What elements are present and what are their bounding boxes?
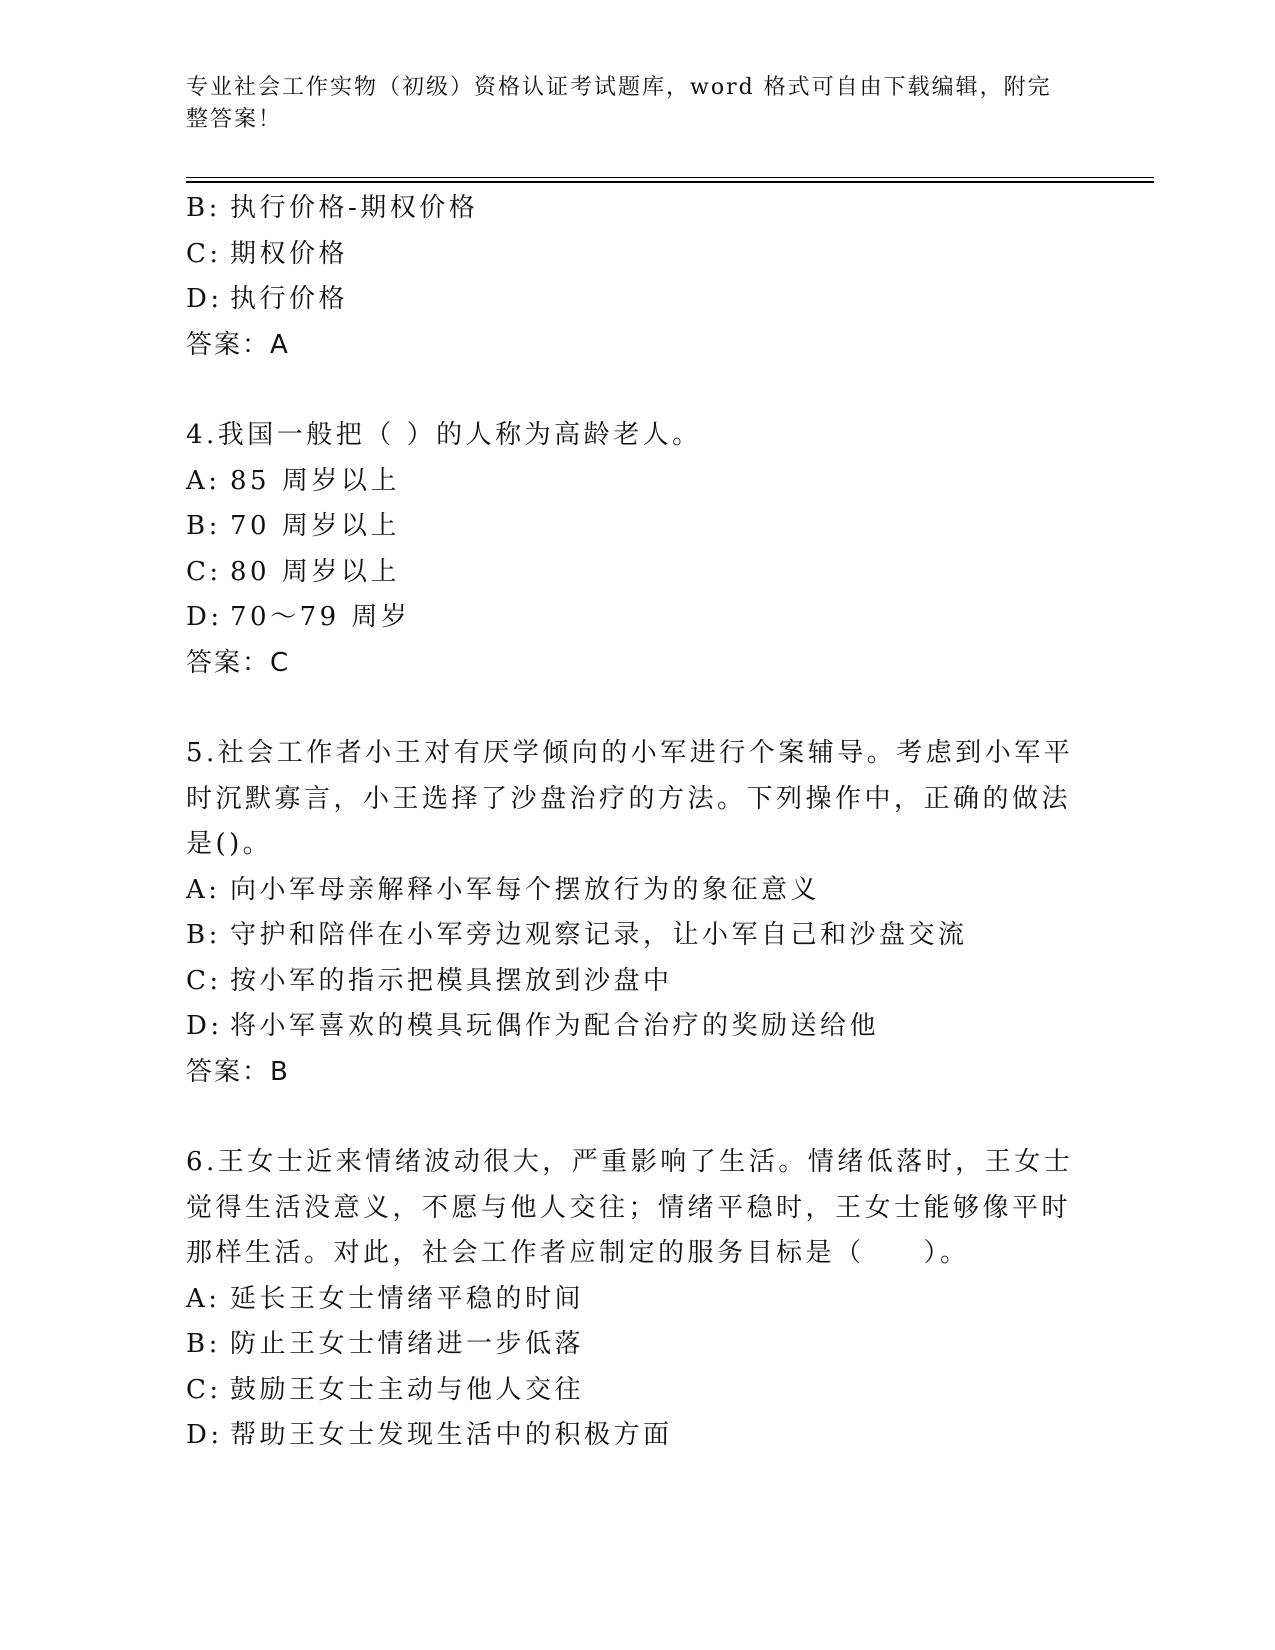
- option-d: [186, 1413, 1086, 1459]
- option-c: [186, 550, 1086, 596]
- question-stem: 4.我国一般把（ ）的人称为高龄老人。: [186, 420, 702, 450]
- option-prefix: B:: [186, 920, 221, 950]
- option-prefix: D:: [186, 1420, 223, 1450]
- option-text: 85 周岁以上: [230, 465, 400, 496]
- option-text: 帮助王女士发现生活中的积极方面: [230, 1420, 673, 1450]
- header-rule-thin: [186, 177, 1154, 178]
- spacer: [186, 1095, 1086, 1140]
- option-prefix: D:: [186, 602, 223, 632]
- option-text: 执行价格-期权价格: [230, 193, 479, 223]
- question-stem-line-1: 5.社会工作者小王对有厌学倾向的小军进行个案辅导。考虑到小军平: [186, 738, 1074, 768]
- answer-line: 答案：B: [186, 1056, 290, 1087]
- option-text: 延长王女士情绪平稳的时间: [230, 1283, 585, 1314]
- option-prefix: A:: [186, 874, 221, 905]
- option-prefix: D:: [186, 284, 223, 314]
- header-line-2: 整答案！: [186, 107, 283, 132]
- page-header: [186, 72, 1066, 136]
- question-3-carryover: [186, 186, 1086, 368]
- option-text: 执行价格: [230, 284, 349, 314]
- option-b: [186, 913, 1086, 959]
- option-prefix: B:: [186, 1329, 221, 1359]
- spacer: [186, 368, 1086, 413]
- option-text: 80 周岁以上: [230, 556, 400, 587]
- option-a: [186, 1277, 1086, 1323]
- question-stem-line-2: 觉得生活没意义，不愿与他人交往；情绪平稳时，王女士能够像平时: [186, 1192, 1072, 1223]
- option-prefix: A:: [186, 1283, 221, 1314]
- option-b: [186, 186, 1086, 232]
- answer-line: 答案：C: [186, 647, 291, 678]
- option-a: [186, 868, 1086, 914]
- header-line-1: 专业社会工作实物（初级）资格认证考试题库，word 格式可自由下载编辑，附完: [186, 75, 1052, 100]
- option-b: [186, 1322, 1086, 1368]
- option-text: 期权价格: [230, 238, 349, 269]
- option-d: [186, 277, 1086, 323]
- option-b: [186, 504, 1086, 550]
- option-text: 将小军喜欢的模具玩偶作为配合治疗的奖励送给他: [230, 1011, 880, 1041]
- option-c: [186, 959, 1086, 1005]
- option-text: 70～79 周岁: [230, 602, 411, 632]
- option-prefix: C:: [186, 965, 222, 996]
- option-prefix: C:: [186, 238, 222, 269]
- option-prefix: D:: [186, 1011, 223, 1041]
- question-6: [186, 1140, 1086, 1459]
- option-prefix: B:: [186, 511, 221, 541]
- question-stem-line-1: 6.王女士近来情绪波动很大，严重影响了生活。情绪低落时，王女士: [186, 1147, 1074, 1177]
- option-text: 防止王女士情绪进一步低落: [230, 1329, 585, 1359]
- question-5: [186, 731, 1086, 1095]
- header-rule-thick: [186, 181, 1154, 183]
- option-prefix: C:: [186, 556, 222, 587]
- option-text: 守护和陪伴在小军旁边观察记录，让小军自己和沙盘交流: [230, 920, 968, 950]
- question-stem-line-3: 是()。: [186, 829, 273, 859]
- option-text: 向小军母亲解释小军每个摆放行为的象征意义: [230, 874, 821, 905]
- option-prefix: B:: [186, 193, 221, 223]
- question-4: [186, 413, 1086, 686]
- question-stem-line-3: 那样生活。对此，社会工作者应制定的服务目标是（ ）。: [186, 1238, 970, 1268]
- option-d: [186, 1004, 1086, 1050]
- option-prefix: C:: [186, 1374, 222, 1405]
- option-prefix: A:: [186, 465, 221, 496]
- option-c: [186, 232, 1086, 278]
- spacer: [186, 686, 1086, 731]
- option-text: 70 周岁以上: [230, 511, 400, 541]
- question-stem-line-2: 时沉默寡言，小王选择了沙盘治疗的方法。下列操作中，正确的做法: [186, 783, 1072, 814]
- question-list: [186, 186, 1086, 1459]
- option-a: [186, 459, 1086, 505]
- answer-line: 答案：A: [186, 329, 290, 360]
- option-c: [186, 1368, 1086, 1414]
- option-text: 按小军的指示把模具摆放到沙盘中: [230, 965, 673, 996]
- option-text: 鼓励王女士主动与他人交往: [230, 1374, 585, 1405]
- option-d: [186, 595, 1086, 641]
